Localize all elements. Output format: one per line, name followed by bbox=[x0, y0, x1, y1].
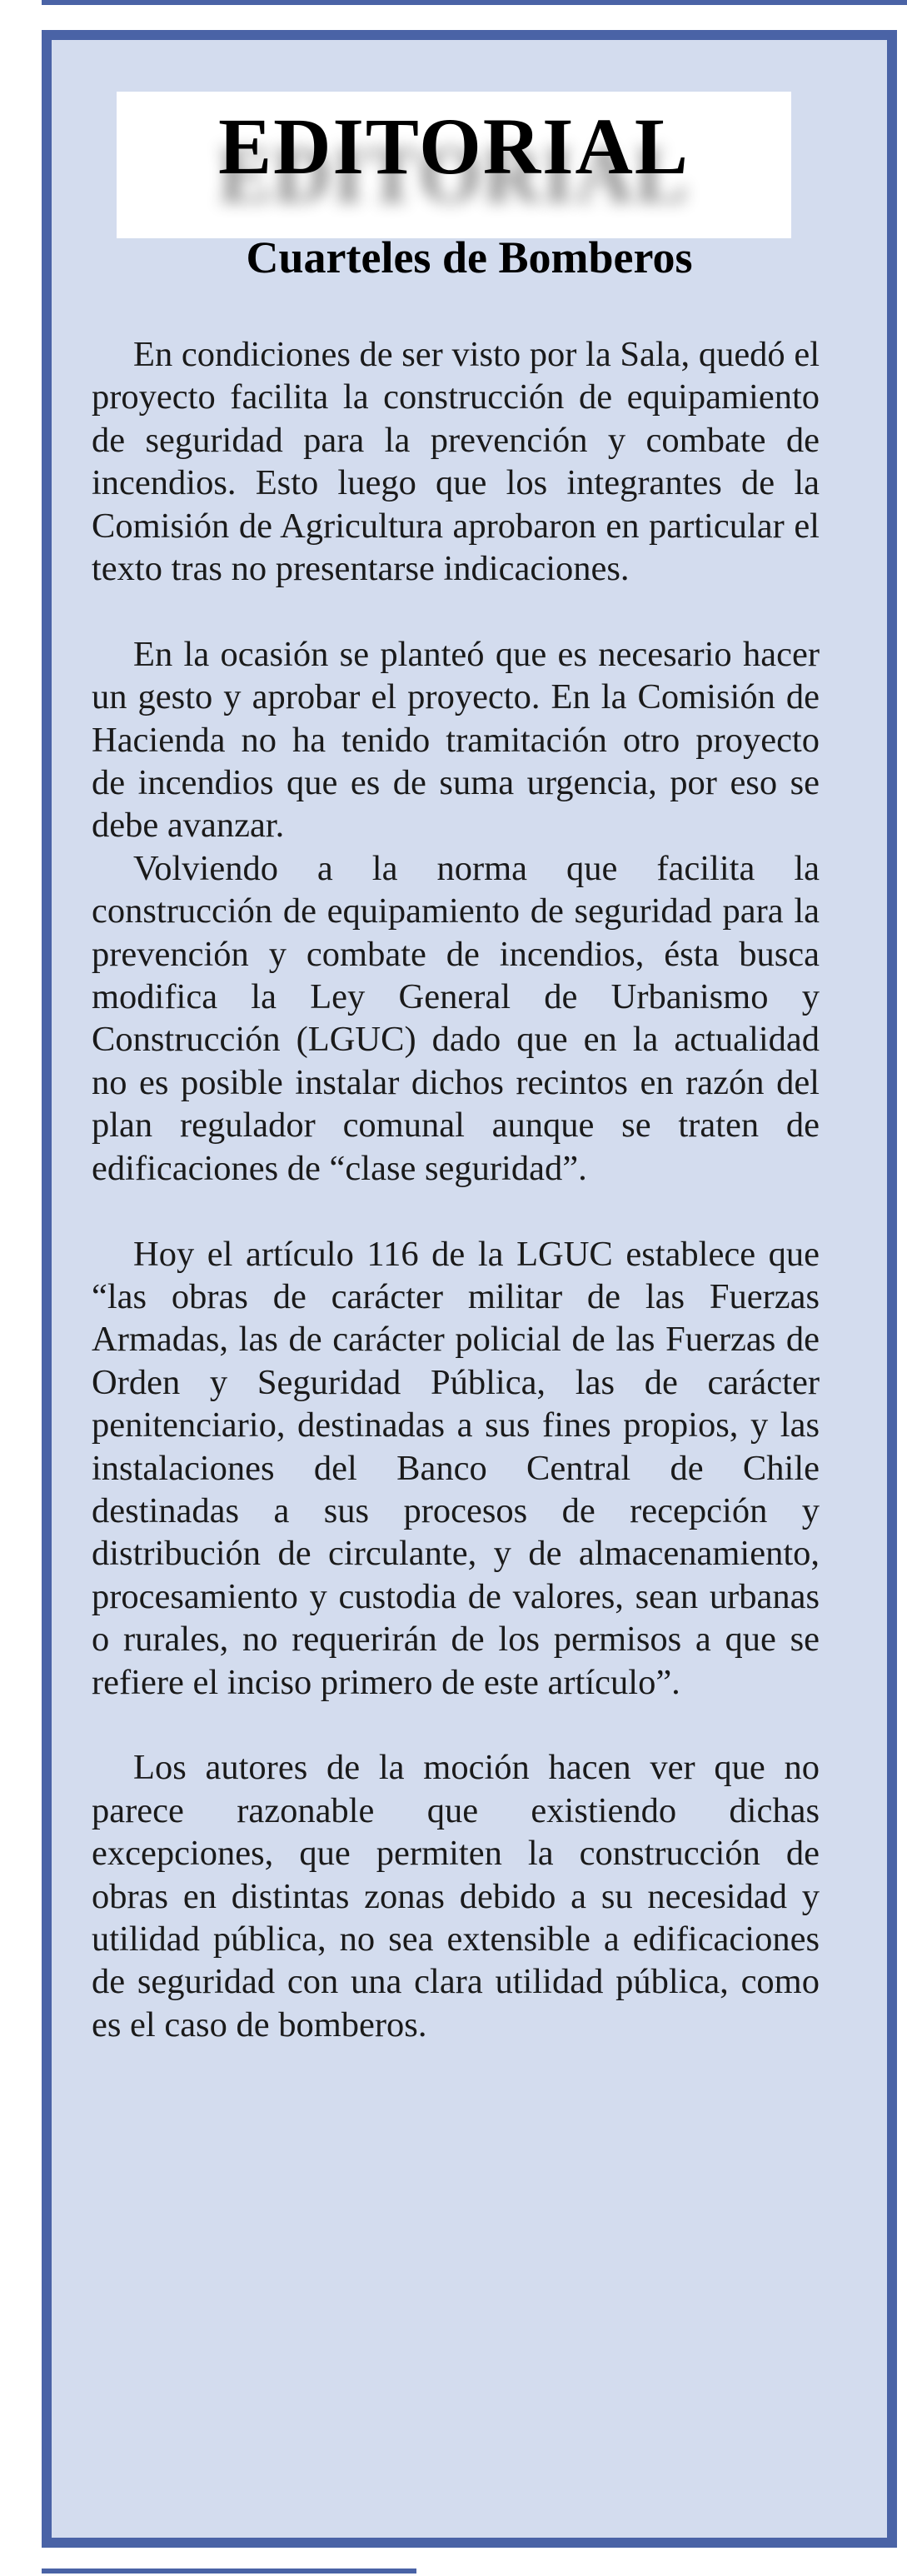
article-body bbox=[92, 333, 820, 2046]
article-paragraph-5: Los autores de la moción hacen ver que no parece razonable que existiendo dichas excepciones, que permiten la construcción de obras en distintas zonas debido a su necesidad y utilidad pública, no sea extensible a edificaciones de seguridad con una clara utilidad pública, como es el caso de bomberos. bbox=[92, 1748, 820, 2044]
article-paragraph-3: Volviendo a la norma que facilita la construcción de equipamiento de seguridad para la prevención y combate de incendios, ésta busca modifica la Ley General de Urbanismo y Construcción (LGUC) dado que en la actualidad no es posible instalar dichos recintos en razón del plan regulador comunal aunque se traten de edificaciones de “clase seguridad”. bbox=[92, 848, 820, 1188]
top-divider-line bbox=[42, 0, 907, 5]
section-title: EDITORIAL bbox=[218, 102, 690, 191]
section-title-box bbox=[117, 92, 791, 238]
article-title: Cuarteles de Bomberos bbox=[246, 232, 693, 282]
bottom-divider-line bbox=[42, 2569, 416, 2574]
article-paragraph-4: Hoy el artículo 116 de la LGUC establece que “las obras de carácter militar de las Fuerzas Armadas, las de carácter policial de las Fuerzas de Orden y Seguridad Pública, las de carácter penitenciario, destinadas a sus fines propios, y las instalaciones del Banco Central de Chile destinadas a sus procesos de recepción y distribución de circulante, y de almacenamiento, procesamiento y custodia de valores, sean urbanas o rurales, no requerirán de los permisos a que se refiere el inciso primero de este artículo”. bbox=[92, 1234, 820, 1702]
article-paragraph-2: En la ocasión se planteó que es necesario hacer un gesto y aprobar el proyecto. En la Comisión de Hacienda no ha tenido tramitación otro proyecto de incendios que es de suma urgencia, por eso se debe avanzar. bbox=[92, 634, 820, 846]
article-paragraph-1: En condiciones de ser visto por la Sala, quedó el proyecto facilita la construcción de equipamiento de seguridad para la prevención y combate de incendios. Esto luego que los integrantes de la Comisión de Agricultura aprobaron en particular el texto tras no presentarse indicaciones. bbox=[92, 335, 820, 589]
